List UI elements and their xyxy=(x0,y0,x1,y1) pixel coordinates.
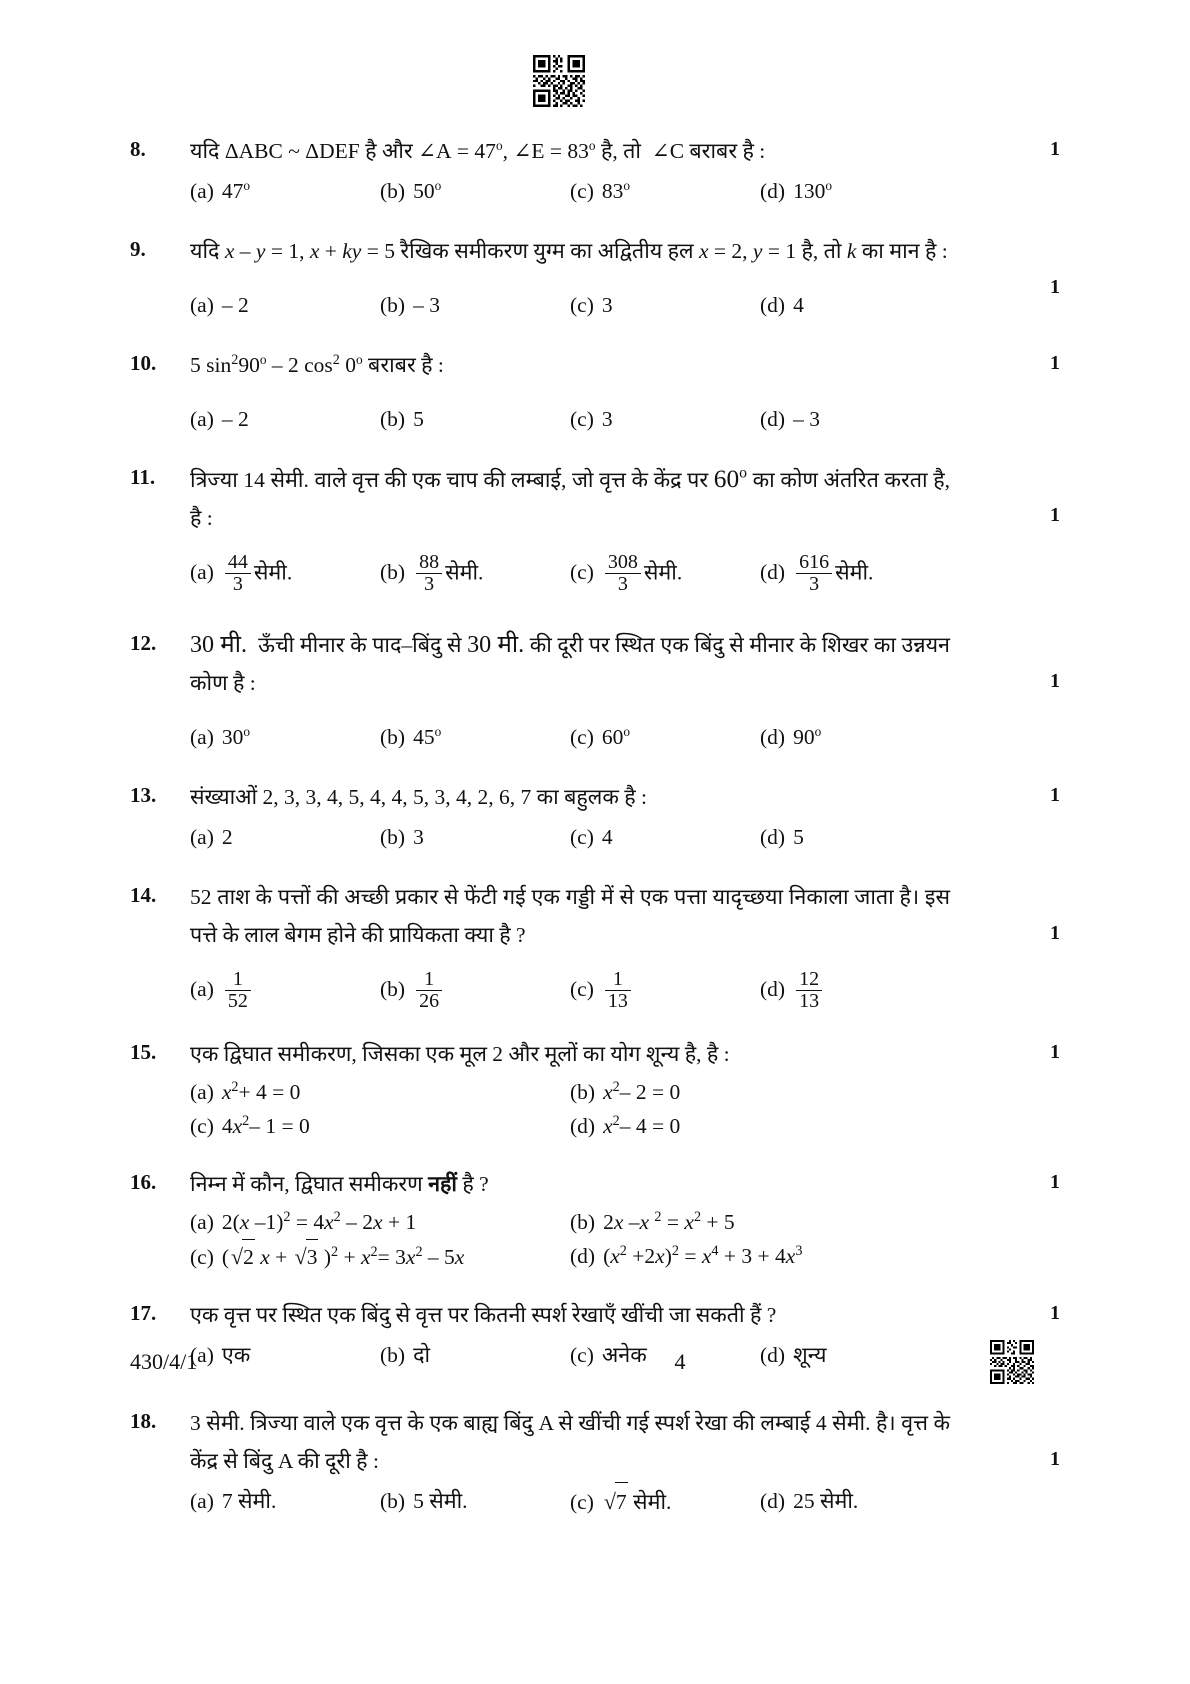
marks-value: 1 xyxy=(1050,784,1060,806)
option-label: (a) xyxy=(190,725,214,749)
spacer xyxy=(0,756,1190,778)
option-label: (b) xyxy=(380,407,406,431)
option-15-c[interactable]: (c) $4x^2-$ 1 = 0 xyxy=(190,1112,310,1138)
option-value: 3 xyxy=(601,293,613,317)
options-18 xyxy=(190,1482,950,1521)
option-label: (a) xyxy=(190,977,214,1002)
marks-value: 1 xyxy=(1050,138,1060,160)
option-label: (d) xyxy=(760,293,786,317)
option-label: (b) xyxy=(570,1210,596,1234)
question-number-10: 10. xyxy=(130,351,157,375)
option-label: (c) xyxy=(570,825,594,849)
option-14-d[interactable] xyxy=(760,970,950,1013)
option-value: शून्य xyxy=(793,1343,827,1367)
marks-value: 1 xyxy=(1050,504,1060,526)
option-10-c[interactable] xyxy=(570,400,760,438)
option-label: (c) xyxy=(570,725,594,749)
fraction xyxy=(796,969,822,1012)
option-16-b[interactable]: (b) 2x –x $^2 = x^2 + 5$ xyxy=(570,1208,735,1234)
qr-code-top xyxy=(533,55,585,107)
fraction xyxy=(225,969,251,1012)
option-11-c[interactable] xyxy=(570,553,760,596)
option-label: (b) xyxy=(380,825,406,849)
option-14-c[interactable] xyxy=(570,970,760,1013)
option-10-b[interactable] xyxy=(380,400,570,438)
question-text-16 xyxy=(190,1165,950,1203)
option-13-a[interactable] xyxy=(190,818,380,856)
options-13 xyxy=(190,818,950,856)
option-value: 2 xyxy=(221,825,233,849)
numerator: 44 xyxy=(225,552,251,574)
marks-10 xyxy=(950,346,1132,380)
option-label: (c) xyxy=(570,977,594,1002)
option-11-b[interactable] xyxy=(380,553,570,596)
question-number-15: 15. xyxy=(130,1040,157,1064)
option-18-b[interactable]: (b) 5 सेमी. xyxy=(380,1489,468,1513)
option-8-b[interactable]: (b) 50$^o$ xyxy=(380,177,442,203)
question-text-18: 3 सेमी. त्रिज्या वाले एक वृत्त के एक बाह्य बिंदु A से खींची गई स्पर्श रेखा की लम्बाई 4 सेमी. है। वृत्त के केंद्र से बिंदु A की दूरी है : xyxy=(190,1411,950,1473)
option-9-d[interactable] xyxy=(760,286,950,324)
option-14-b[interactable] xyxy=(380,970,570,1013)
qr-code-bottom xyxy=(990,1340,1034,1384)
option-label: (b) xyxy=(570,1080,596,1104)
fraction xyxy=(605,552,641,595)
spacer xyxy=(0,596,1190,626)
marks-11 xyxy=(950,460,1132,532)
questions-container xyxy=(0,132,1190,1521)
spacer xyxy=(0,1274,1190,1296)
option-label: (c) xyxy=(570,407,594,431)
unit: सेमी. xyxy=(253,560,293,585)
option-label: (d) xyxy=(760,825,786,849)
option-label: (b) xyxy=(380,977,406,1002)
question-number-16: 16. xyxy=(130,1170,157,1194)
option-8-a[interactable]: (a) 47$^o$ xyxy=(190,177,251,203)
marks-value: 1 xyxy=(1050,276,1060,298)
question-text-15: एक द्विघात समीकरण, जिसका एक मूल 2 और मूलों का योग शून्य है, है : xyxy=(190,1042,730,1066)
marks-15 xyxy=(950,1035,1132,1069)
marks-value: 1 xyxy=(1050,1041,1060,1063)
option-9-c[interactable] xyxy=(570,286,760,324)
marks-13 xyxy=(950,778,1132,812)
question-18 xyxy=(0,1404,1190,1521)
question-8 xyxy=(0,132,1190,210)
option-label: (b) xyxy=(380,725,406,749)
option-label: (c) xyxy=(570,560,594,585)
denominator: 3 xyxy=(424,573,435,595)
option-label: (a) xyxy=(190,293,214,317)
option-label: (d) xyxy=(570,1244,596,1268)
option-value: 5 xyxy=(413,407,424,431)
marks-8 xyxy=(950,132,1132,166)
option-label: (c) xyxy=(570,1343,594,1367)
option-label: (d) xyxy=(760,1343,786,1367)
option-13-b[interactable] xyxy=(380,818,570,856)
option-label: (a) xyxy=(190,1210,214,1234)
question-text-11: त्रिज्या 14 सेमी. वाले वृत्त की एक चाप की लम्बाई, जो वृत्त के केंद्र पर 60$^o$ का कोण अंतरित करता है, है : xyxy=(190,464,950,530)
question-text-13: संख्याओं 2, 3, 3, 4, 5, 4, 4, 5, 3, 4, 2, 6, 7 का बहुलक है : xyxy=(190,785,648,809)
option-14-a[interactable] xyxy=(190,970,380,1013)
option-11-d[interactable] xyxy=(760,553,950,596)
marks-value: 1 xyxy=(1050,922,1060,944)
spacer xyxy=(0,438,1190,460)
denominator: 3 xyxy=(232,573,243,595)
option-16-c[interactable]: (c) (√2 x + √3 )$^2 + x^2= 3x^2 - 5x$ xyxy=(190,1239,570,1274)
option-label: (d) xyxy=(760,1489,786,1513)
option-label: (b) xyxy=(380,1489,406,1513)
option-15-b[interactable]: (b) $x^2-$ 2 = 0 xyxy=(570,1078,681,1104)
question-number-13: 13. xyxy=(130,783,157,807)
denominator: 52 xyxy=(227,990,248,1012)
option-value: 3 xyxy=(413,825,424,849)
fraction xyxy=(225,552,251,595)
marks-16 xyxy=(950,1165,1132,1199)
denominator: 3 xyxy=(617,573,628,595)
options-12 xyxy=(190,718,950,756)
question-text-prefix: निम्न में कौन, द्विघात समीकरण xyxy=(190,1172,429,1196)
question-number-11: 11. xyxy=(130,465,156,489)
option-label: (a) xyxy=(190,825,214,849)
marks-12 xyxy=(950,626,1132,698)
unit: सेमी. xyxy=(643,560,683,585)
fraction xyxy=(416,552,442,595)
option-value: 5 xyxy=(793,825,804,849)
marks-value: 1 xyxy=(1050,1448,1060,1470)
numerator: 12 xyxy=(796,969,822,991)
option-label: (b) xyxy=(380,179,406,203)
spacer xyxy=(0,856,1190,878)
spacer xyxy=(0,210,1190,232)
option-12-c[interactable]: (c) 60$^o$ xyxy=(570,723,631,749)
option-value: दो xyxy=(413,1343,431,1367)
question-number-9: 9. xyxy=(130,237,146,261)
marks-17 xyxy=(950,1296,1132,1330)
question-text-17: एक वृत्त पर स्थित एक बिंदु से वृत्त पर कितनी स्पर्श रेखाएँ खींची जा सकती हैं ? xyxy=(190,1303,777,1327)
option-value: 4 xyxy=(601,825,613,849)
option-label: (a) xyxy=(190,1489,214,1513)
option-18-d[interactable]: (d) 25 सेमी. xyxy=(760,1489,859,1513)
marks-18 xyxy=(950,1404,1132,1476)
question-9 xyxy=(0,232,1190,324)
options-16 xyxy=(190,1205,950,1274)
marks-value: 1 xyxy=(1050,352,1060,374)
options-10 xyxy=(190,400,950,438)
denominator: 13 xyxy=(799,990,820,1012)
options-14 xyxy=(190,970,950,1013)
option-label: (c) xyxy=(190,1114,214,1138)
option-value: अनेक xyxy=(601,1343,647,1367)
option-13-d[interactable] xyxy=(760,818,950,856)
marks-value: 1 xyxy=(1050,670,1060,692)
spacer xyxy=(0,1013,1190,1035)
question-text-12: 30 मी. ऊँची मीनार के पाद–बिंदु से 30 मी. की दूरी पर स्थित एक बिंदु से मीनार के शिखर का उन्नयन कोण है : xyxy=(190,632,950,695)
question-14 xyxy=(0,878,1190,1013)
option-value: – 3 xyxy=(793,407,820,431)
question-text-10: 5 $\sin^290^o - 2$ $\cos^2 0^o$ बराबर है : xyxy=(190,351,444,377)
option-label: (c) xyxy=(570,179,594,203)
numerator: 88 xyxy=(416,552,442,574)
options-11 xyxy=(190,553,950,596)
question-15 xyxy=(0,1035,1190,1143)
option-13-c[interactable] xyxy=(570,818,760,856)
option-label: (b) xyxy=(380,293,406,317)
option-12-d[interactable]: (d) 90$^o$ xyxy=(760,723,822,749)
option-value: 3 xyxy=(601,407,613,431)
question-12 xyxy=(0,626,1190,756)
fraction xyxy=(416,969,442,1012)
option-value: – 3 xyxy=(413,293,440,317)
question-text-14: 52 ताश के पत्तों की अच्छी प्रकार से फेंटी गई एक गड्डी में से एक पत्ता यादृच्छया निकाला जाता है। इस पत्ते के लाल बेगम होने की प्रायिकता क्या है ? xyxy=(190,885,950,947)
option-18-a[interactable]: (a) 7 सेमी. xyxy=(190,1489,277,1513)
option-label: (d) xyxy=(760,179,786,203)
question-10 xyxy=(0,346,1190,438)
option-value: – 2 xyxy=(221,407,249,431)
question-text-9: यदि x – y = 1, x + ky = 5 रैखिक समीकरण युग्म का अद्वितीय हल x = 2, y = 1 है, तो k का मान है : xyxy=(190,239,948,263)
option-9-b[interactable] xyxy=(380,286,570,324)
options-9 xyxy=(190,286,950,324)
option-label: (d) xyxy=(570,1114,596,1138)
option-15-d[interactable]: (d) $x^2-$ 4 = 0 xyxy=(570,1112,681,1138)
page-footer xyxy=(0,1340,1190,1384)
option-label: (d) xyxy=(760,725,786,749)
option-11-a[interactable] xyxy=(190,553,380,596)
numerator: 308 xyxy=(605,552,641,574)
question-13 xyxy=(0,778,1190,856)
question-text-suffix: है ? xyxy=(457,1172,489,1196)
option-label: (a) xyxy=(190,407,214,431)
question-text-8: यदि ΔABC ~ ΔDEF है और ∠A = $47^o$, ∠E = $83^o$ है, तो ∠C बराबर है : xyxy=(190,137,766,163)
option-label: (a) xyxy=(190,179,214,203)
numerator: 616 xyxy=(796,552,832,574)
options-8 xyxy=(190,172,950,210)
question-16 xyxy=(0,1165,1190,1274)
numerator: 1 xyxy=(225,969,251,991)
denominator: 26 xyxy=(419,990,440,1012)
options-15 xyxy=(190,1075,950,1143)
page-number: 4 xyxy=(674,1349,686,1374)
numerator: 1 xyxy=(605,969,631,991)
option-10-a[interactable] xyxy=(190,400,380,438)
fraction xyxy=(605,969,631,1012)
option-10-d[interactable] xyxy=(760,400,950,438)
option-16-a[interactable]: (a) 2(x $-1)^2 = 4x^2 - 2x + 1$ xyxy=(190,1208,417,1234)
option-label: (c) xyxy=(570,1490,594,1514)
marks-value: 1 xyxy=(1050,1302,1060,1324)
spacer xyxy=(0,1143,1190,1165)
option-18-c[interactable]: (c) √7 सेमी. xyxy=(570,1482,760,1521)
question-number-18: 18. xyxy=(130,1409,157,1433)
paper-code: 430/4/1 xyxy=(130,1349,198,1374)
question-number-17: 17. xyxy=(130,1301,157,1325)
question-number-14: 14. xyxy=(130,883,157,907)
option-label: (a) xyxy=(190,560,214,585)
option-value: एक xyxy=(221,1343,251,1367)
option-label: (b) xyxy=(380,560,406,585)
option-label: (a) xyxy=(190,1080,214,1104)
question-number-12: 12. xyxy=(130,631,157,655)
option-label: (d) xyxy=(760,560,786,585)
option-label: (d) xyxy=(760,977,786,1002)
unit: सेमी. xyxy=(445,560,484,585)
marks-9 xyxy=(950,232,1132,304)
option-label: (b) xyxy=(380,1343,406,1367)
question-11 xyxy=(0,460,1190,596)
option-8-d[interactable]: (d) 130$^o$ xyxy=(760,177,832,203)
fraction xyxy=(796,552,832,595)
marks-value: 1 xyxy=(1050,1171,1060,1193)
marks-14 xyxy=(950,878,1132,950)
option-value: 4 xyxy=(793,293,804,317)
option-label: (a) xyxy=(190,1343,214,1367)
question-number-8: 8. xyxy=(130,137,146,161)
option-8-c[interactable]: (c) 83$^o$ xyxy=(570,177,631,203)
denominator: 3 xyxy=(809,573,820,595)
footer-qr-wrap xyxy=(990,1340,1190,1384)
option-15-a[interactable]: (a) $x^2+ 4 = 0$ xyxy=(190,1078,301,1104)
option-9-a[interactable] xyxy=(190,286,380,324)
option-16-d[interactable]: (d) $(x^2 +2x)^2 = x^4 + 3 + 4x^3$ xyxy=(570,1242,803,1268)
option-12-b[interactable]: (b) 45$^o$ xyxy=(380,723,442,749)
denominator: 13 xyxy=(607,990,628,1012)
option-value: – 2 xyxy=(221,293,249,317)
numerator: 1 xyxy=(416,969,442,991)
option-label: (d) xyxy=(760,407,786,431)
spacer xyxy=(0,324,1190,346)
option-12-a[interactable]: (a) 30$^o$ xyxy=(190,723,251,749)
option-label: (c) xyxy=(570,293,594,317)
question-text-bold: नहीं xyxy=(428,1172,457,1196)
unit: सेमी. xyxy=(835,560,874,585)
option-label: (c) xyxy=(190,1245,214,1269)
